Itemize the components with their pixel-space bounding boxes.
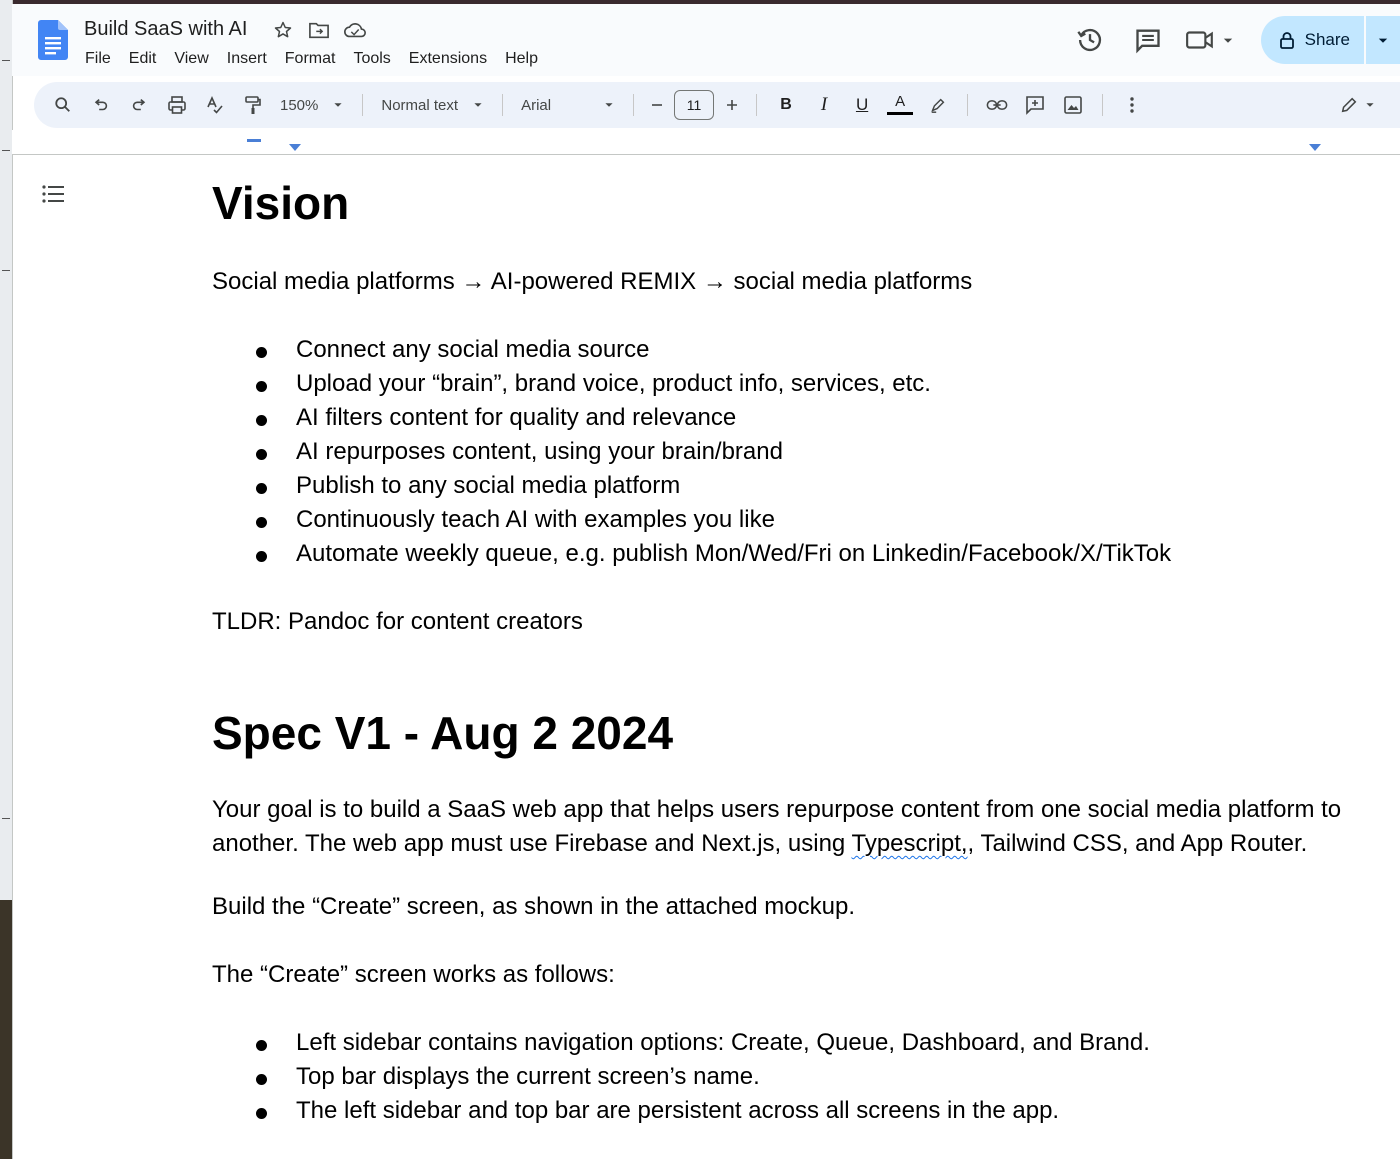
tldr-text: TLDR: Pandoc for content creators xyxy=(212,608,583,635)
menu-extensions[interactable]: Extensions xyxy=(408,50,488,67)
menu-format[interactable]: Format xyxy=(284,50,336,67)
left-window-edge xyxy=(0,0,13,1159)
spellcheck-icon[interactable] xyxy=(196,89,234,121)
zoom-value: 150% xyxy=(280,96,319,114)
list-item: Continuously teach AI with examples you like xyxy=(212,503,1342,537)
list-item: Upload your “brain”, brand voice, product info, services, etc. xyxy=(212,367,1342,401)
font-size-input[interactable]: 11 xyxy=(674,90,714,120)
cloud-saved-icon[interactable] xyxy=(342,18,368,42)
toolbar-divider xyxy=(967,94,968,116)
list-item: AI filters content for quality and relevance xyxy=(212,401,1342,435)
chevron-down-icon xyxy=(1364,99,1376,111)
toolbar-divider xyxy=(362,94,363,116)
build-paragraph: Build the “Create” screen, as shown in the attached mockup. xyxy=(212,893,856,920)
spec-heading: Spec V1 - Aug 2 2024 xyxy=(212,707,674,759)
toolbar-divider xyxy=(633,94,634,116)
add-comment-icon[interactable] xyxy=(1016,89,1054,121)
lock-icon xyxy=(1279,31,1295,49)
list-item: Automate weekly queue, e.g. publish Mon/Wed/Fri on Linkedin/Facebook/X/TikTok xyxy=(212,537,1342,571)
toolbar-divider xyxy=(756,94,757,116)
text-color-button[interactable] xyxy=(881,89,919,121)
right-indent-marker[interactable] xyxy=(1309,144,1321,151)
menu-tools[interactable]: Tools xyxy=(353,50,391,67)
paragraph-style-select[interactable] xyxy=(373,89,492,121)
toolbar-divider xyxy=(502,94,503,116)
zoom-select[interactable] xyxy=(272,89,352,121)
chevron-down-icon xyxy=(472,99,484,111)
left-indent-marker[interactable] xyxy=(289,144,301,151)
chevron-down-icon xyxy=(1376,33,1390,47)
spec-paragraph: Your goal is to build a SaaS web app that helps users repurpose content from one social media platform to another. The web app must use Firebase and Next.js, using Typescript,, Tailwind CSS, and App Router. xyxy=(212,796,1342,857)
list-item: Left sidebar contains navigation options: Create, Queue, Dashboard, and Brand. xyxy=(212,1026,1342,1060)
paragraph-style-value: Normal text xyxy=(381,96,459,114)
docs-header xyxy=(12,4,1400,76)
editing-mode-pencil-icon xyxy=(1340,96,1358,114)
highlight-pen-icon[interactable] xyxy=(919,89,957,121)
chevron-down-icon xyxy=(1221,33,1235,47)
move-folder-icon[interactable] xyxy=(306,18,332,42)
print-icon[interactable] xyxy=(158,89,196,121)
menu-help[interactable]: Help xyxy=(505,50,538,67)
link-icon[interactable] xyxy=(978,89,1016,121)
create-bullet-list xyxy=(212,1026,1342,1128)
underline-button[interactable]: U xyxy=(855,95,869,114)
font-family-value: Arial xyxy=(521,96,552,114)
ruler xyxy=(12,130,1400,155)
share-label: Share xyxy=(1304,30,1350,49)
menu-bar xyxy=(84,48,547,70)
plus-icon xyxy=(725,98,739,112)
decrease-font-size-button[interactable] xyxy=(644,89,670,121)
insert-image-icon[interactable] xyxy=(1054,89,1092,121)
document-title[interactable]: Build SaaS with AI xyxy=(84,18,248,40)
paint-format-icon[interactable] xyxy=(234,89,272,121)
menu-edit[interactable]: Edit xyxy=(128,50,157,67)
list-item: AI repurposes content, using your brain/brand xyxy=(212,435,1342,469)
minus-icon xyxy=(650,98,664,112)
misspelled-word[interactable]: Typescript, xyxy=(851,830,968,857)
editing-mode-button[interactable] xyxy=(1340,96,1376,114)
first-line-indent-marker[interactable] xyxy=(247,139,261,142)
comments-icon[interactable] xyxy=(1125,17,1171,63)
list-item: Publish to any social media platform xyxy=(212,469,1342,503)
meet-button[interactable] xyxy=(1185,27,1235,53)
toolbar-divider xyxy=(1102,94,1103,116)
share-button[interactable] xyxy=(1261,16,1364,64)
redo-icon[interactable] xyxy=(120,89,158,121)
share-options-button[interactable] xyxy=(1366,16,1400,64)
meet-video-icon xyxy=(1185,27,1215,53)
formatting-toolbar xyxy=(34,82,1400,128)
more-options-icon[interactable] xyxy=(1113,89,1151,121)
vision-heading: Vision xyxy=(212,177,350,229)
vision-bullet-list xyxy=(212,333,1342,571)
chevron-down-icon xyxy=(332,99,344,111)
vision-intro: Social media platforms → AI-powered REMIX → social media platforms xyxy=(212,268,973,295)
version-history-icon[interactable] xyxy=(1067,17,1113,63)
text-color-letter: A xyxy=(895,93,906,110)
document-body[interactable] xyxy=(212,166,1342,1128)
undo-icon[interactable] xyxy=(82,89,120,121)
docs-logo-icon[interactable] xyxy=(38,20,68,60)
create-intro: The “Create” screen works as follows: xyxy=(212,961,615,988)
search-icon[interactable] xyxy=(44,89,82,121)
document-outline-icon[interactable] xyxy=(40,182,68,206)
italic-button[interactable]: I xyxy=(820,94,828,115)
list-item: Top bar displays the current screen’s name. xyxy=(212,1060,1342,1094)
font-family-select[interactable] xyxy=(513,89,623,121)
menu-insert[interactable]: Insert xyxy=(226,50,267,67)
bold-button[interactable]: B xyxy=(780,96,792,113)
increase-font-size-button[interactable] xyxy=(718,89,746,121)
list-item: Connect any social media source xyxy=(212,333,1342,367)
menu-view[interactable]: View xyxy=(174,50,209,67)
menu-file[interactable]: File xyxy=(85,50,111,67)
chevron-down-icon xyxy=(603,99,615,111)
list-item: The left sidebar and top bar are persistent across all screens in the app. xyxy=(212,1094,1342,1128)
star-icon[interactable] xyxy=(270,18,296,42)
